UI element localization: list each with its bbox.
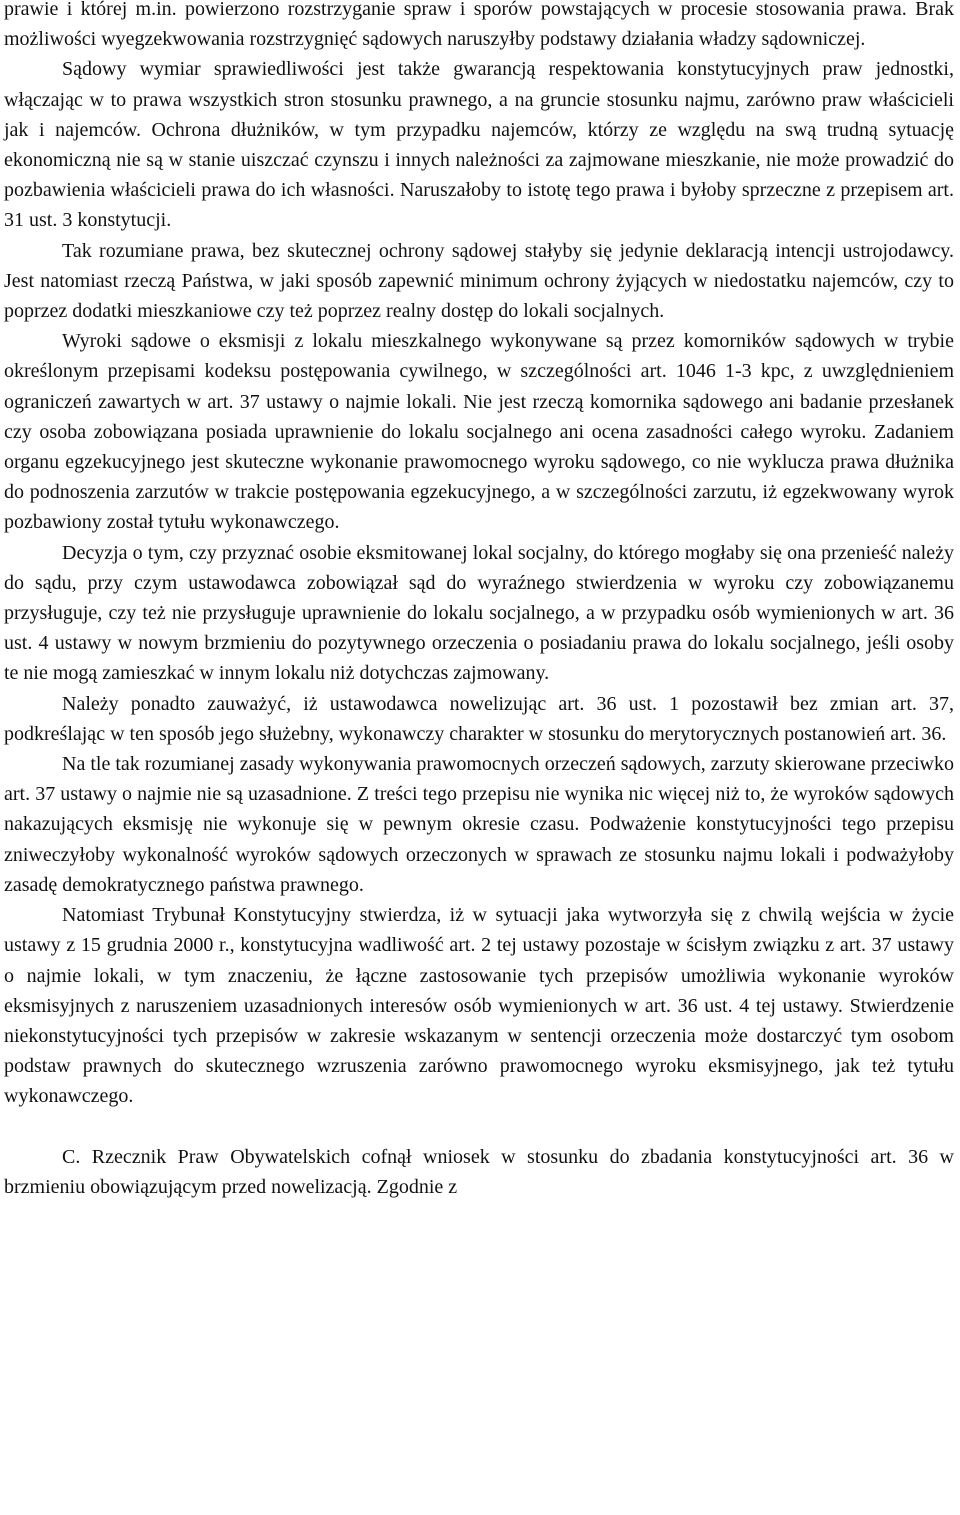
section-gap: [4, 1112, 954, 1142]
paragraph-continuation: prawie i której m.in. powierzono rozstrzyganie spraw i sporów powstających w procesie stosowania prawa. Brak możliwości wyegzekwowania rozstrzygnięć sądowych naruszyłby podstawy działania władzy sądowniczej.: [4, 0, 954, 51]
document-page: [4, 0, 954, 1202]
paragraph-judicial-guarantee: Sądowy wymiar sprawiedliwości jest także gwarancją respektowania konstytucyjnych praw jednostki, włączając w to prawa wszystkich stron stosunku prawnego, a na gruncie stosunku najmu, zarówno praw właścicieli jak i najemców. Ochrona dłużników, w tym przypadku najemców, którzy ze względu na swą trudną sytuację ekonomiczną nie są w stanie uiszczać czynszu i innych należności za zajmowane mieszkanie, nie może prowadzić do pozbawienia właścicieli prawa do ich własności. Naruszałoby to istotę tego prawa i byłoby sprzeczne z przepisem art. 31 ust. 3 konstytucji.: [4, 58, 954, 232]
paragraph-section-c: C. Rzecznik Praw Obywatelskich cofnął wniosek w stosunku do zbadania konstytucyjności art. 36 w brzmieniu obowiązującym przed nowelizacją. Zgodnie z: [4, 1145, 954, 1198]
paragraph-tribunal-finding: Natomiast Trybunał Konstytucyjny stwierdza, iż w sytuacji jaka wytworzyła się z chwilą wejścia w życie ustawy z 15 grudnia 2000 r., konstytucyjna wadliwość art. 2 tej ustawy pozostaje w ścisłym związku z art. 37 ustawy o najmie lokali, w tym znaczeniu, że łączne zastosowanie tych przepisów umożliwia wykonanie wyroków eksmisyjnych z naruszeniem uzasadnionych interesów osób wymienionych w art. 36 ust. 4 tej ustawy. Stwierdzenie niekonstytucyjności tych przepisów w zakresie wskazanym w sentencji orzeczenia może dostarczyć tym osobom podstaw prawnych do skutecznego wzruszenia zarówno prawomocnego wyroku eksmisyjnego, jak też tytułu wykonawczego.: [4, 904, 954, 1108]
paragraph-social-housing-decision: Decyzja o tym, czy przyznać osobie eksmitowanej lokal socjalny, do którego mogłaby się ona przenieść należy do sądu, przy czym ustawodawca zobowiązał sąd do wyraźnego stwierdzenia w wyroku czy zobowiązanemu przysługuje, czy też nie przysługuje uprawnienie do lokalu socjalnego, a w przypadku osób wymienionych w art. 36 ust. 4 ustawy w nowym brzmieniu do pozytywnego orzeczenia o posiadaniu prawa do lokalu socjalnego, jeśli osoby te nie mogą zamieszkać w innym lokalu niż dotychczas zajmowany.: [4, 541, 954, 685]
paragraph-eviction-judgments: Wyroki sądowe o eksmisji z lokalu mieszkalnego wykonywane są przez komorników sądowych w trybie określonym przepisami kodeksu postępowania cywilnego, w szczególności art. 1046 1-3 kpc, z uwzględnieniem ograniczeń zawartych w art. 37 ustawy o najmie lokali. Nie jest rzeczą komornika sądowego ani badanie przesłanek czy osoba zobowiązana posiada uprawnienie do lokalu socjalnego ani ocena zasadności całego wyroku. Zadaniem organu egzekucyjnego jest skuteczne wykonanie prawomocnego wyroku sądowego, co nie wyklucza prawa dłużnika do podnoszenia zarzutów w trakcie postępowania egzekucyjnego, a w szczególności zarzutu, iż egzekwowany wyrok pozbawiony został tytułu wykonawczego.: [4, 330, 954, 534]
paragraph-amendment-note: Należy ponadto zauważyć, iż ustawodawca nowelizując art. 36 ust. 1 pozostawił bez zmian art. 37, podkreślając w ten sposób jego służebny, wykonawczy charakter w stosunku do merytorycznych postanowień art. 36.: [4, 692, 954, 745]
paragraph-objections: Na tle tak rozumianej zasady wykonywania prawomocnych orzeczeń sądowych, zarzuty skierowane przeciwko art. 37 ustawy o najmie nie są uzasadnione. Z treści tego przepisu nie wynika nic więcej niż to, że wyroków sądowych nakazujących eksmisję nie wykonuje się w pewnym okresie czasu. Podważenie konstytucyjności tego przepisu zniweczyłoby wykonalność wyroków sądowych orzeczonych w sprawach ze stosunku najmu lokali i podważyłoby zasadę demokratycznego państwa prawnego.: [4, 753, 954, 896]
paragraph-rights-declaration: Tak rozumiane prawa, bez skutecznej ochrony sądowej stałyby się jedynie deklaracją intencji ustrojodawcy. Jest natomiast rzeczą Państwa, w jaki sposób zapewnić minimum ochrony żyjących w niedostatku najemców, czy to poprzez dodatki mieszkaniowe czy też poprzez realny dostęp do lokali socjalnych.: [4, 239, 954, 323]
